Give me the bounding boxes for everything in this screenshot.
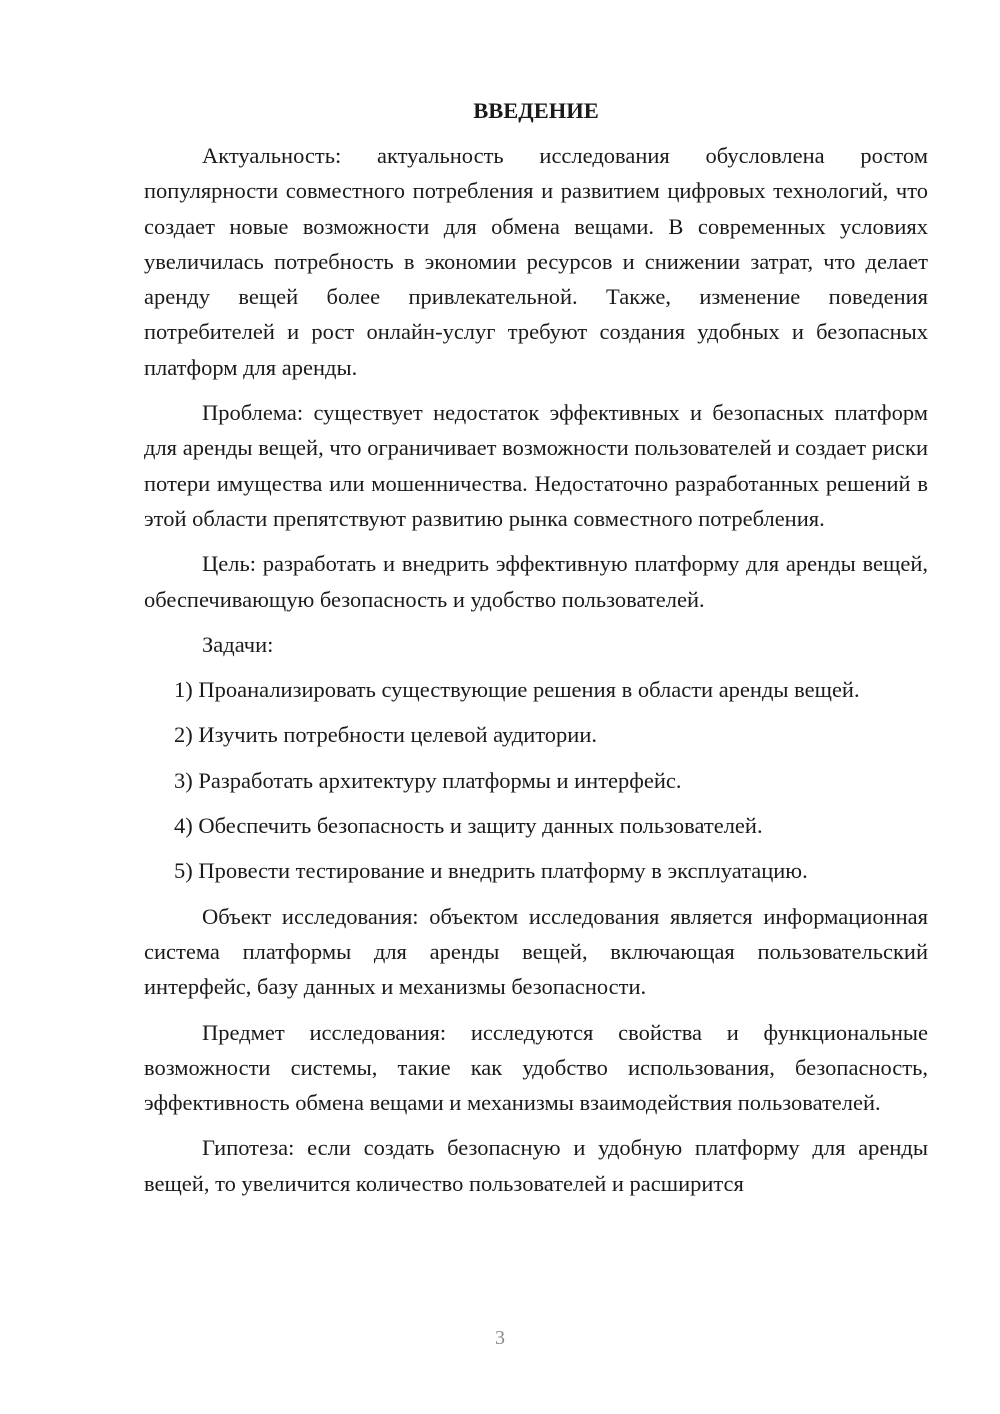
object-paragraph: Объект исследования: объектом исследования является информационная система платформы для аренды вещей, включающая пользовательский интерфейс, базу данных и механизмы безопасности. <box>144 903 928 1000</box>
task-item-4: 4) Обеспечить безопасность и защиту данных пользователей. <box>174 813 763 839</box>
task-item-1: 1) Проанализировать существующие решения в области аренды вещей. <box>174 677 860 703</box>
goal-paragraph: Цель: разработать и внедрить эффективную платформу для аренды вещей, обеспечивающую безопасность и удобство пользователей. <box>144 551 928 612</box>
tasks-heading: Задачи: <box>202 631 274 657</box>
page-title: ВВЕДЕНИЕ <box>473 98 599 123</box>
subject-paragraph: Предмет исследования: исследуются свойства и функциональные возможности системы, такие как удобство использования, безопасность, эффективность обмена вещами и механизмы взаимодействия пользователей. <box>144 1019 928 1116</box>
task-item-3: 3) Разработать архитектуру платформы и интерфейс. <box>174 767 682 793</box>
document-page <box>144 96 928 1211</box>
problem-paragraph: Проблема: существует недостаток эффективных и безопасных платформ для аренды вещей, что ограничивает возможности пользователей и создает риски потери имущества или мошенничества. Недостаточно разработанных решений в этой области препятствуют развитию рынка совместного потребления. <box>144 400 928 531</box>
page-number: 3 <box>495 1327 505 1349</box>
task-item-2: 2) Изучить потребности целевой аудитории. <box>174 722 598 748</box>
task-item-5: 5) Провести тестирование и внедрить платформу в эксплуатацию. <box>174 858 808 884</box>
hypothesis-paragraph: Гипотеза: если создать безопасную и удобную платформу для аренды вещей, то увеличится количество пользователей и расширится <box>144 1135 928 1196</box>
relevance-paragraph: Актуальность: актуальность исследования обусловлена ростом популярности совместного потребления и развитием цифровых технологий, что создает новые возможности для обмена вещами. В современных условиях увеличилась потребность в экономии ресурсов и снижении затрат, что делает аренду вещей более привлекательной. Также, изменение поведения потребителей и рост онлайн-услуг требуют создания удобных и безопасных платформ для аренды. <box>144 143 928 380</box>
